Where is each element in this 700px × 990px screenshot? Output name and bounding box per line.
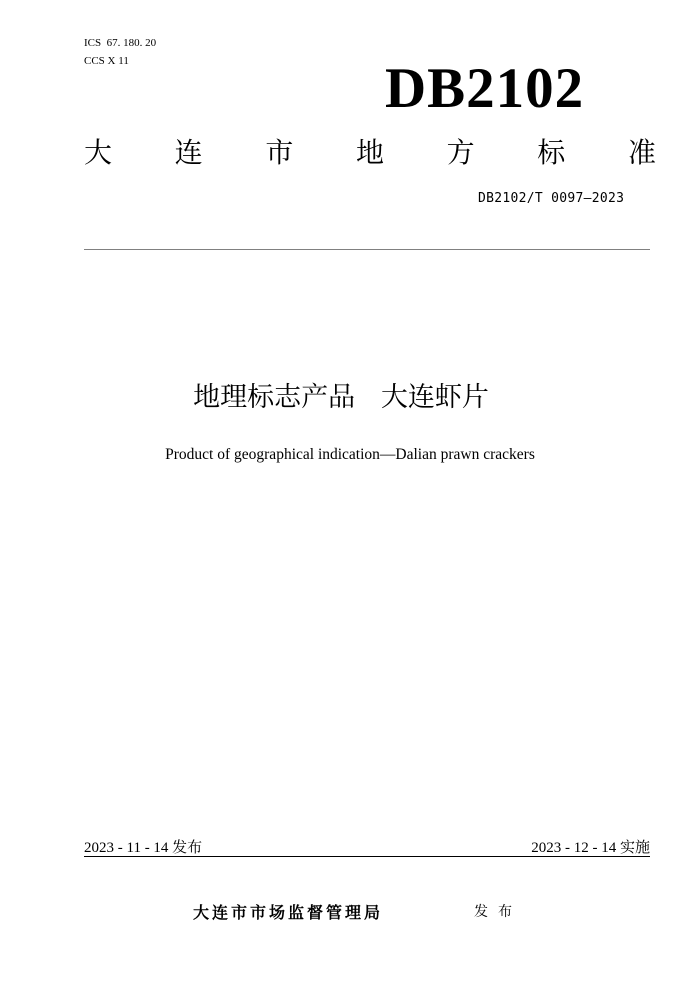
effective-date: 2023 - 12 - 14 实施 [531,840,650,856]
standard-code-logo: DB2102 [385,57,585,120]
standard-type-heading [84,133,656,173]
standard-type-char: 方 [446,136,475,169]
publish-label: 发布 [474,904,522,920]
standard-type-char: 大 [84,136,113,169]
issue-date: 2023 - 11 - 14 发布 [84,840,203,856]
standard-type-char: 准 [627,136,656,169]
ccs-code: CCS X 11 [84,55,129,67]
standard-number: DB2102/T 0097—2023 [478,191,625,206]
standard-type-char: 标 [537,136,566,169]
header-divider [84,249,650,250]
dates-divider [84,856,650,857]
document-title-english: Product of geographical indication—Dalian prawn crackers [165,446,535,463]
standard-type-char: 地 [355,136,384,169]
document-title-chinese: 地理标志产品 大连虾片 [193,382,489,413]
standard-type-char: 连 [174,136,203,169]
ics-code: ICS 67. 180. 20 [84,37,157,49]
publisher-name: 大连市市场监督管理局 [193,903,384,922]
standard-type-char: 市 [265,136,294,169]
